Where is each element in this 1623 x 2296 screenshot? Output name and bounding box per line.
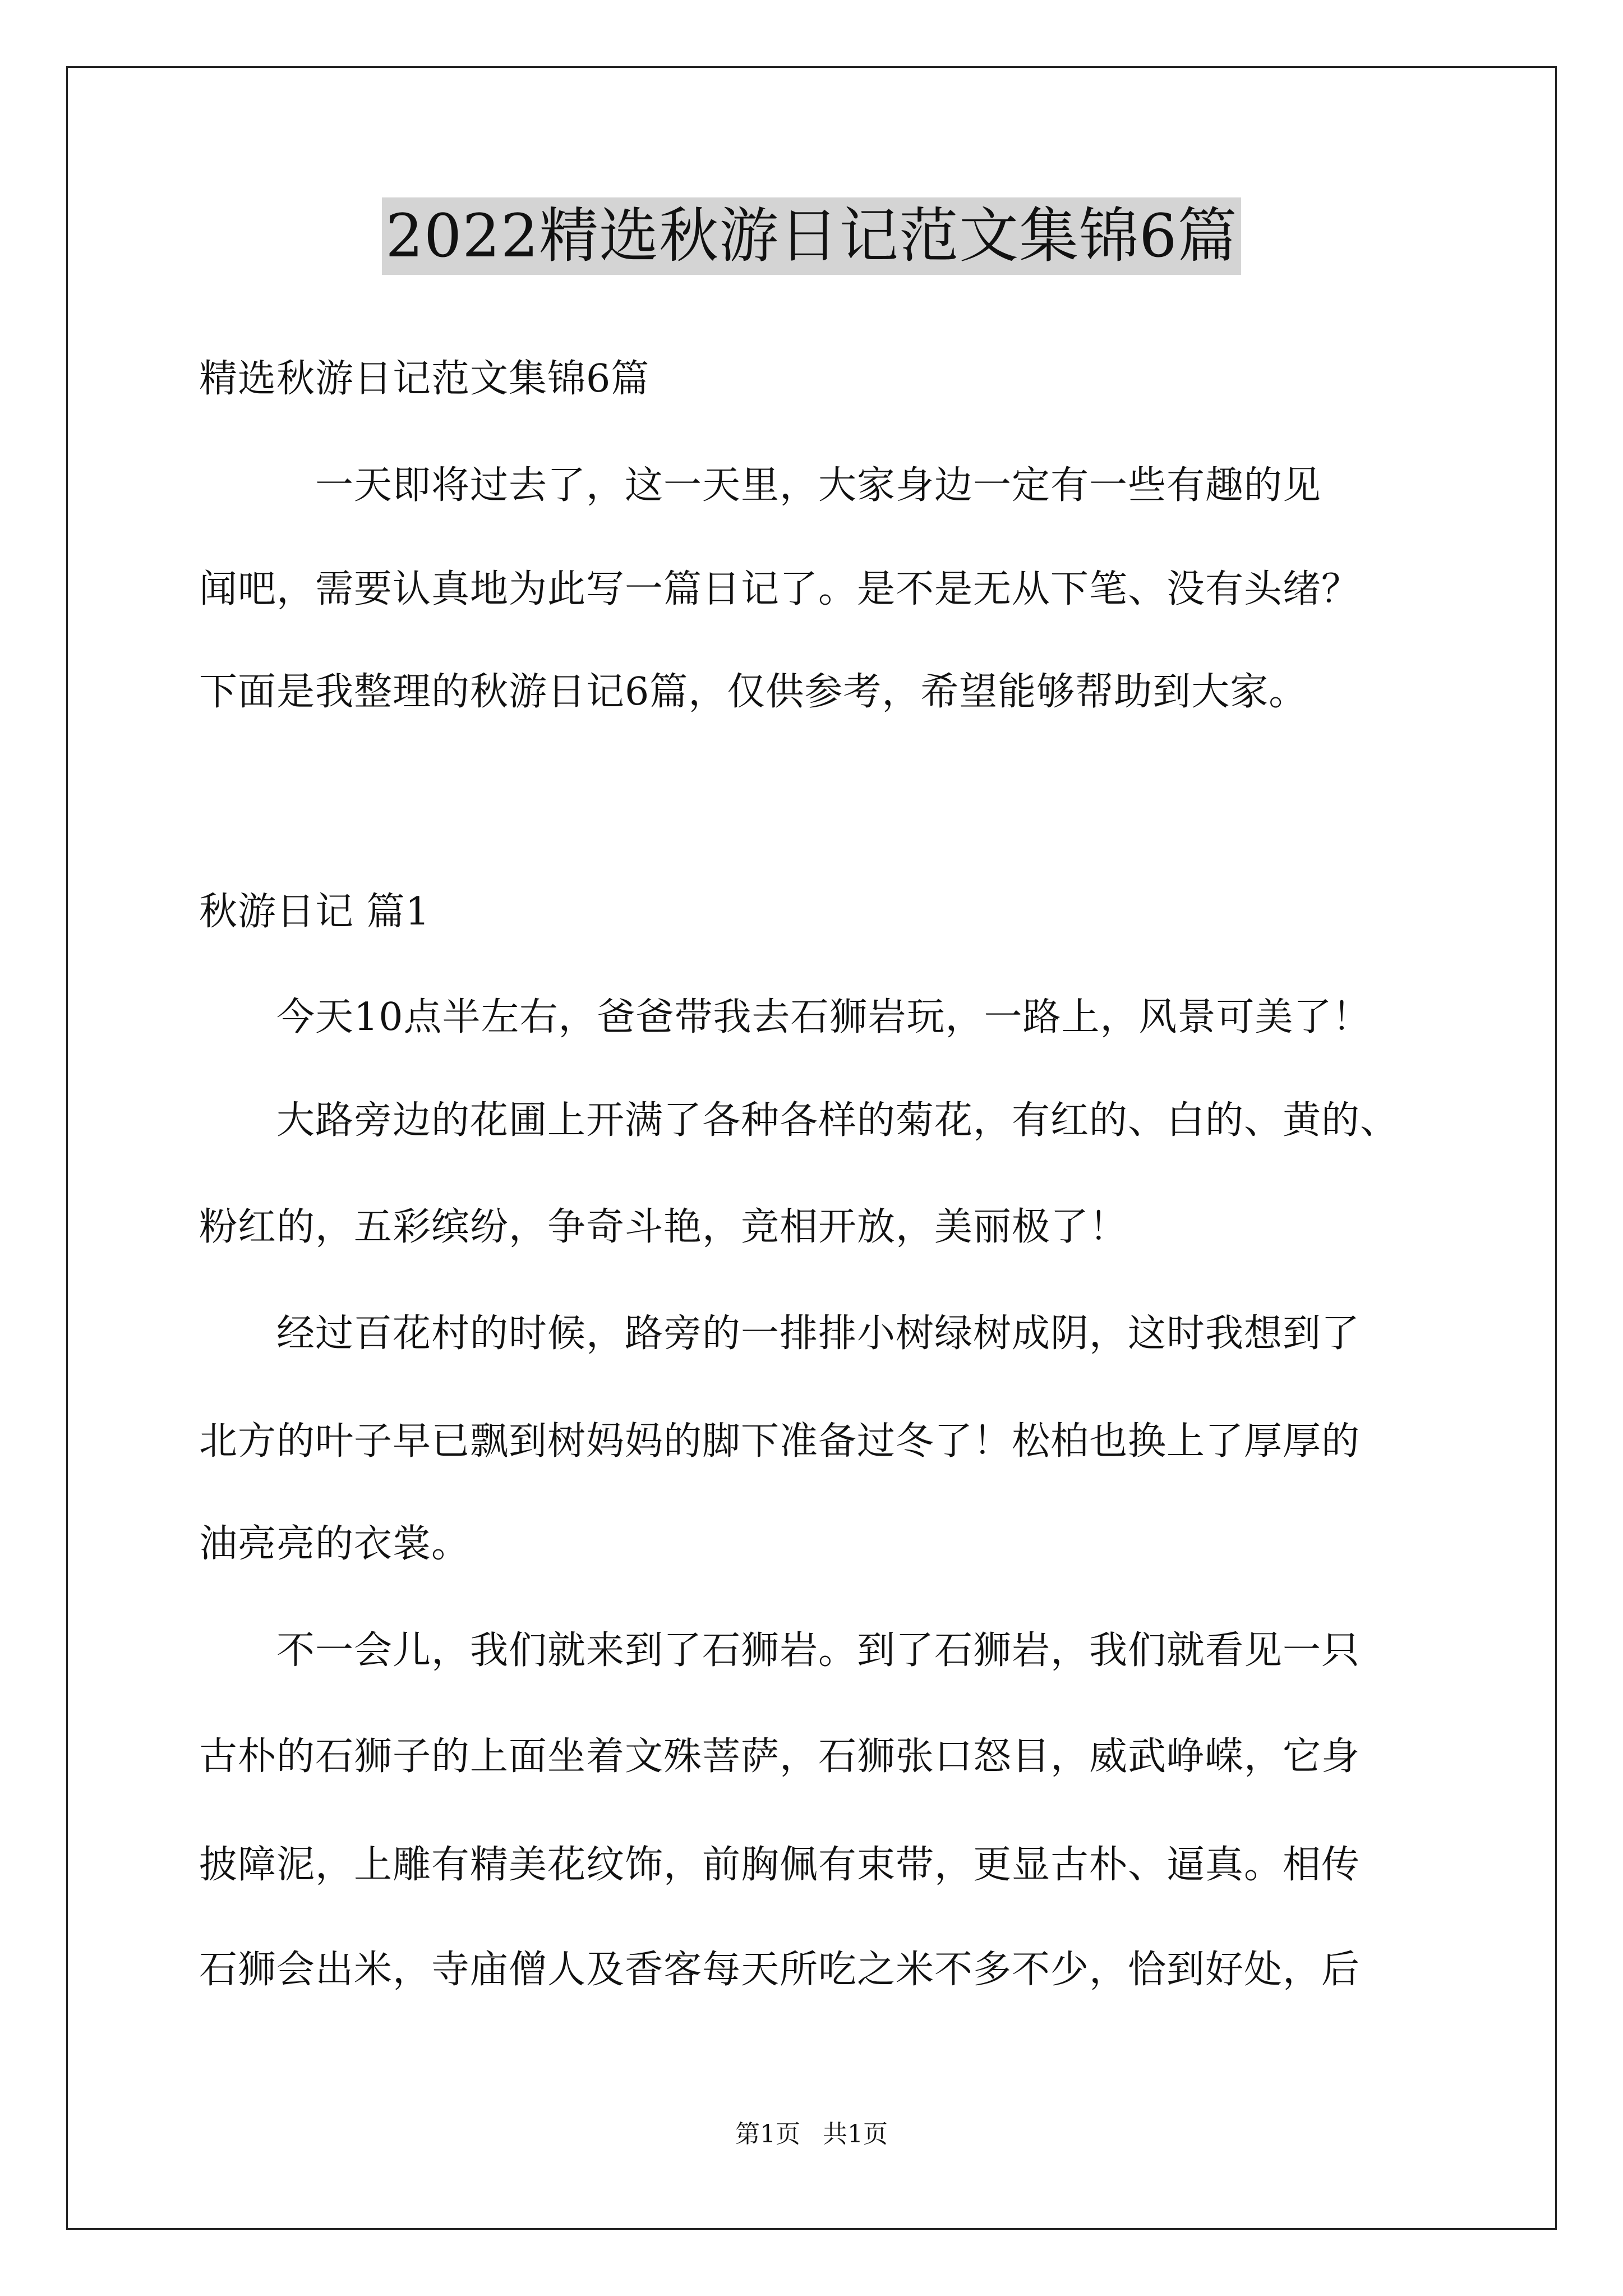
section-heading: 秋游日记 篇1 bbox=[199, 890, 430, 934]
body-line-8: 古朴的石狮子的上面坐着文殊菩萨，石狮张口怒目，威武峥嵘，它身 bbox=[199, 1734, 1361, 1779]
intro-line-3: 下面是我整理的秋游日记6篇，仅供参考，希望能够帮助到大家。 bbox=[199, 670, 1308, 714]
body-line-9: 披障泥，上雕有精美花纹饰，前胸佩有束带，更显古朴、逼真。相传 bbox=[199, 1843, 1361, 1887]
footer-total-pages: 共1页 bbox=[823, 2120, 888, 2148]
document-title: 2022精选秋游日记范文集锦6篇 bbox=[382, 197, 1241, 275]
body-line-4: 经过百花村的时候，路旁的一排排小树绿树成阴，这时我想到了 bbox=[199, 1312, 1361, 1356]
footer-page-number: 第1页 bbox=[735, 2120, 800, 2148]
body-line-6: 油亮亮的衣裳。 bbox=[199, 1522, 471, 1566]
subtitle-line: 精选秋游日记范文集锦6篇 bbox=[199, 357, 650, 401]
intro-line-1: 一天即将过去了，这一天里，大家身边一定有一些有趣的见 bbox=[199, 463, 1322, 508]
title-block bbox=[0, 197, 1623, 275]
body-line-7: 不一会儿，我们就来到了石狮岩。到了石狮岩，我们就看见一只 bbox=[199, 1628, 1361, 1673]
page-footer bbox=[0, 2118, 1623, 2151]
intro-line-2: 闻吧，需要认真地为此写一篇日记了。是不是无从下笔、没有头绪？ bbox=[199, 567, 1361, 611]
body-line-2: 大路旁边的花圃上开满了各种各样的菊花，有红的、白的、黄的、 bbox=[199, 1098, 1399, 1143]
body-line-5: 北方的叶子早已飘到树妈妈的脚下准备过冬了！松柏也换上了厚厚的 bbox=[199, 1419, 1361, 1464]
body-line-10: 石狮会出米，寺庙僧人及香客每天所吃之米不多不少，恰到好处，后 bbox=[199, 1948, 1361, 1992]
body-line-1: 今天10点半左右，爸爸带我去石狮岩玩，一路上，风景可美了！ bbox=[199, 995, 1371, 1039]
body-line-3: 粉红的，五彩缤纷，争奇斗艳，竞相开放，美丽极了！ bbox=[199, 1205, 1128, 1249]
